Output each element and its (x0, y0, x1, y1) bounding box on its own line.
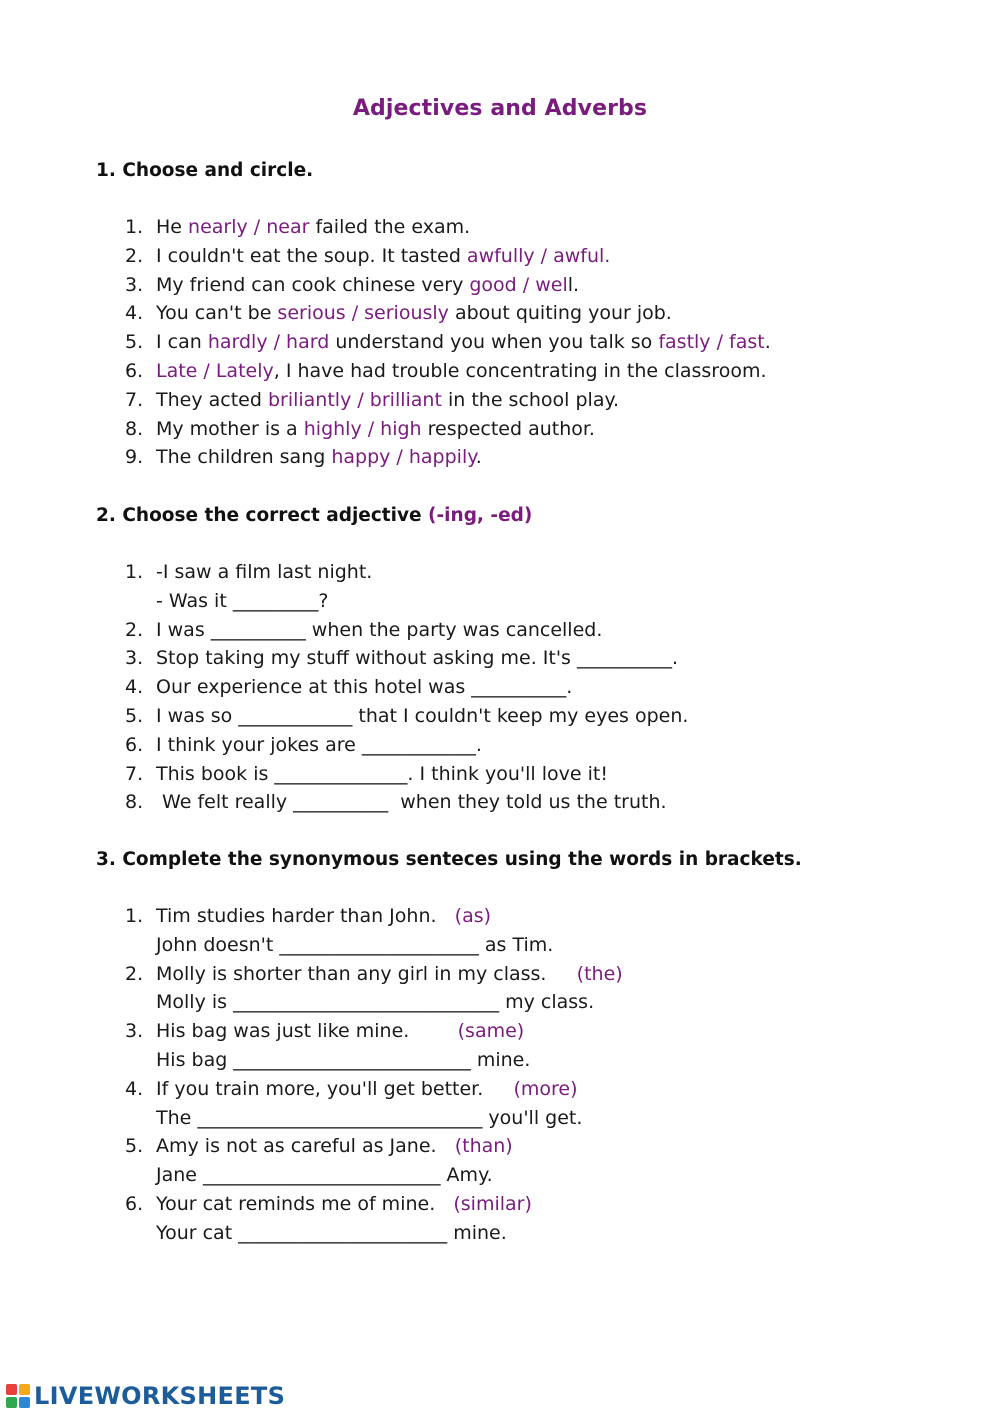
sentence-text: We felt really __________ when they told us the truth. (156, 791, 667, 814)
list-item (96, 443, 940, 472)
item-number: 1. (125, 216, 144, 238)
rewrite-line: John doesn't _____________________ as Tim. (156, 933, 554, 956)
section-2-heading (96, 502, 940, 530)
sentence-text: He (156, 216, 189, 238)
sentence-text: My mother is a (156, 417, 304, 440)
list-item (96, 357, 940, 386)
item-number: 4. (125, 1077, 144, 1100)
sentence-text: , I have had trouble concentrating in the classroom. (273, 359, 767, 382)
spacer (546, 963, 576, 985)
sentence-text: Molly is shorter than any girl in my class. (156, 962, 547, 985)
answer-options: fastly / fast (658, 331, 765, 354)
list-item (96, 213, 940, 242)
list-item (96, 242, 940, 271)
bracket-hint: (as) (454, 905, 492, 927)
item-number: 1. (125, 561, 144, 583)
item-number: 3. (125, 273, 144, 296)
sentence-text: I was __________ when the party was cancelled. (156, 618, 603, 641)
item-number: 1. (125, 905, 144, 927)
answer-options: Late / Lately (156, 359, 274, 382)
section-correct-adjective (96, 502, 940, 817)
logo-block (6, 1397, 17, 1408)
item-number: 2. (125, 618, 144, 641)
bracket-hint: (the) (576, 962, 623, 985)
item-number: 6. (125, 733, 144, 756)
item-number: 5. (125, 704, 144, 727)
sentence-text: failed the exam. (309, 216, 471, 238)
section-1-list (96, 213, 940, 472)
list-item (96, 731, 940, 760)
list-item (96, 386, 940, 415)
section-3-list (96, 902, 940, 1248)
list-item (96, 902, 940, 960)
sentence-text: The children sang (156, 446, 332, 469)
list-item (96, 1017, 940, 1075)
sentence-text: Stop taking my stuff without asking me. It's __________. (156, 647, 679, 670)
item-number: 9. (125, 446, 144, 469)
rewrite-line: Molly is ____________________________ my class. (156, 991, 595, 1014)
list-item (96, 558, 940, 616)
sentence-text: My friend can cook chinese very (156, 273, 470, 296)
answer-options: happy / happily (331, 446, 476, 469)
list-item (96, 760, 940, 789)
sentence-text: This book is ______________. I think you'll love it! (156, 762, 608, 785)
list-item (96, 1132, 940, 1190)
liveworksheets-logo (6, 1381, 285, 1411)
sentence-text: I couldn't eat the soup. It tasted (156, 244, 467, 267)
sentence-text: Our experience at this hotel was __________. (156, 676, 573, 699)
bracket-hint: (same) (457, 1020, 525, 1043)
item-number: 6. (125, 359, 144, 382)
logo-block (6, 1384, 17, 1395)
section-2-heading-accent: (-ing, -ed) (428, 505, 533, 526)
section-synonymous-sentences (96, 846, 940, 1248)
list-item (96, 1075, 940, 1133)
answer-options: highly / high (303, 417, 422, 440)
list-item (96, 788, 940, 817)
logo-text: LIVEWORKSHEETS (34, 1382, 286, 1410)
spacer (483, 1078, 513, 1100)
sentence-text: . (764, 331, 771, 354)
rewrite-line: Your cat ______________________ mine. (156, 1221, 507, 1244)
sentence-text: respected author. (421, 417, 595, 440)
list-item (96, 415, 940, 444)
answer-options: serious / seriously (277, 302, 449, 325)
page-title: Adjectives and Adverbs (352, 96, 648, 121)
sentence-text: in the school play. (441, 388, 620, 411)
rewrite-line: His bag _________________________ mine. (156, 1048, 531, 1071)
bracket-hint: (more) (513, 1077, 578, 1100)
list-item (96, 616, 940, 645)
list-item (96, 673, 940, 702)
list-item (96, 299, 940, 328)
answer-options: awfully / awful. (466, 244, 611, 267)
item-number: 3. (125, 1020, 144, 1043)
item-number: 7. (125, 762, 144, 785)
item-number: 3. (125, 647, 144, 670)
logo-blocks-icon (6, 1384, 30, 1408)
sentence-text: about quiting your job. (448, 302, 672, 325)
sentence-text: They acted (156, 388, 268, 411)
answer-options: hardly / hard (207, 331, 330, 354)
list-item (96, 1190, 940, 1248)
spacer (409, 1020, 457, 1042)
sentence-second-line: - Was it _________? (156, 589, 329, 612)
list-item (96, 271, 940, 300)
sentence-text: I was so ____________ that I couldn't keep my eyes open. (156, 704, 689, 727)
section-choose-and-circle (96, 157, 940, 472)
sentence-text: l. (567, 273, 580, 296)
spacer (437, 1135, 455, 1157)
answer-options: briliantly / brilliant (267, 388, 442, 411)
item-number: 8. (125, 417, 144, 440)
item-number: 5. (125, 1135, 144, 1158)
sentence-text: I think your jokes are ____________. (156, 733, 482, 756)
bracket-hint: (than) (454, 1135, 513, 1158)
sentence-text: Your cat reminds me of mine. (156, 1192, 436, 1215)
item-number: 2. (125, 244, 144, 267)
section-3-heading: 3. Complete the synonymous senteces using the words in brackets. (96, 849, 802, 870)
sentence-text: . (475, 446, 482, 469)
rewrite-line: The ______________________________ you'll get. (156, 1106, 583, 1129)
sentence-text: -I saw a film last night. (156, 561, 373, 583)
answer-options: good / wel (469, 273, 568, 296)
sentence-text: You can't be (156, 302, 278, 325)
list-item (96, 328, 940, 357)
sentence-text: Amy is not as careful as Jane. (156, 1135, 437, 1158)
list-item (96, 960, 940, 1018)
section-2-heading-main: 2. Choose the correct adjective (96, 505, 429, 526)
logo-block (19, 1397, 30, 1408)
item-number: 7. (125, 388, 144, 411)
sentence-text: Tim studies harder than John. (156, 905, 437, 927)
answer-options: nearly / near (188, 216, 310, 238)
item-number: 2. (125, 962, 144, 985)
sentence-text: I can (156, 331, 208, 354)
section-2-list (96, 558, 940, 817)
section-1-heading: 1. Choose and circle. (96, 160, 314, 181)
bracket-hint: (similar) (453, 1192, 532, 1215)
sentence-text: If you train more, you'll get better. (156, 1077, 484, 1100)
logo-block (19, 1384, 30, 1395)
item-number: 5. (125, 331, 144, 354)
rewrite-line: Jane _________________________ Amy. (156, 1164, 493, 1187)
sentence-text: His bag was just like mine. (156, 1020, 410, 1043)
list-item (96, 644, 940, 673)
spacer (437, 905, 455, 927)
sentence-text: understand you when you talk so (329, 331, 659, 354)
list-item (96, 702, 940, 731)
spacer (435, 1193, 453, 1215)
item-number: 4. (125, 302, 144, 325)
item-number: 8. (125, 791, 144, 814)
item-number: 4. (125, 676, 144, 699)
item-number: 6. (125, 1192, 144, 1215)
